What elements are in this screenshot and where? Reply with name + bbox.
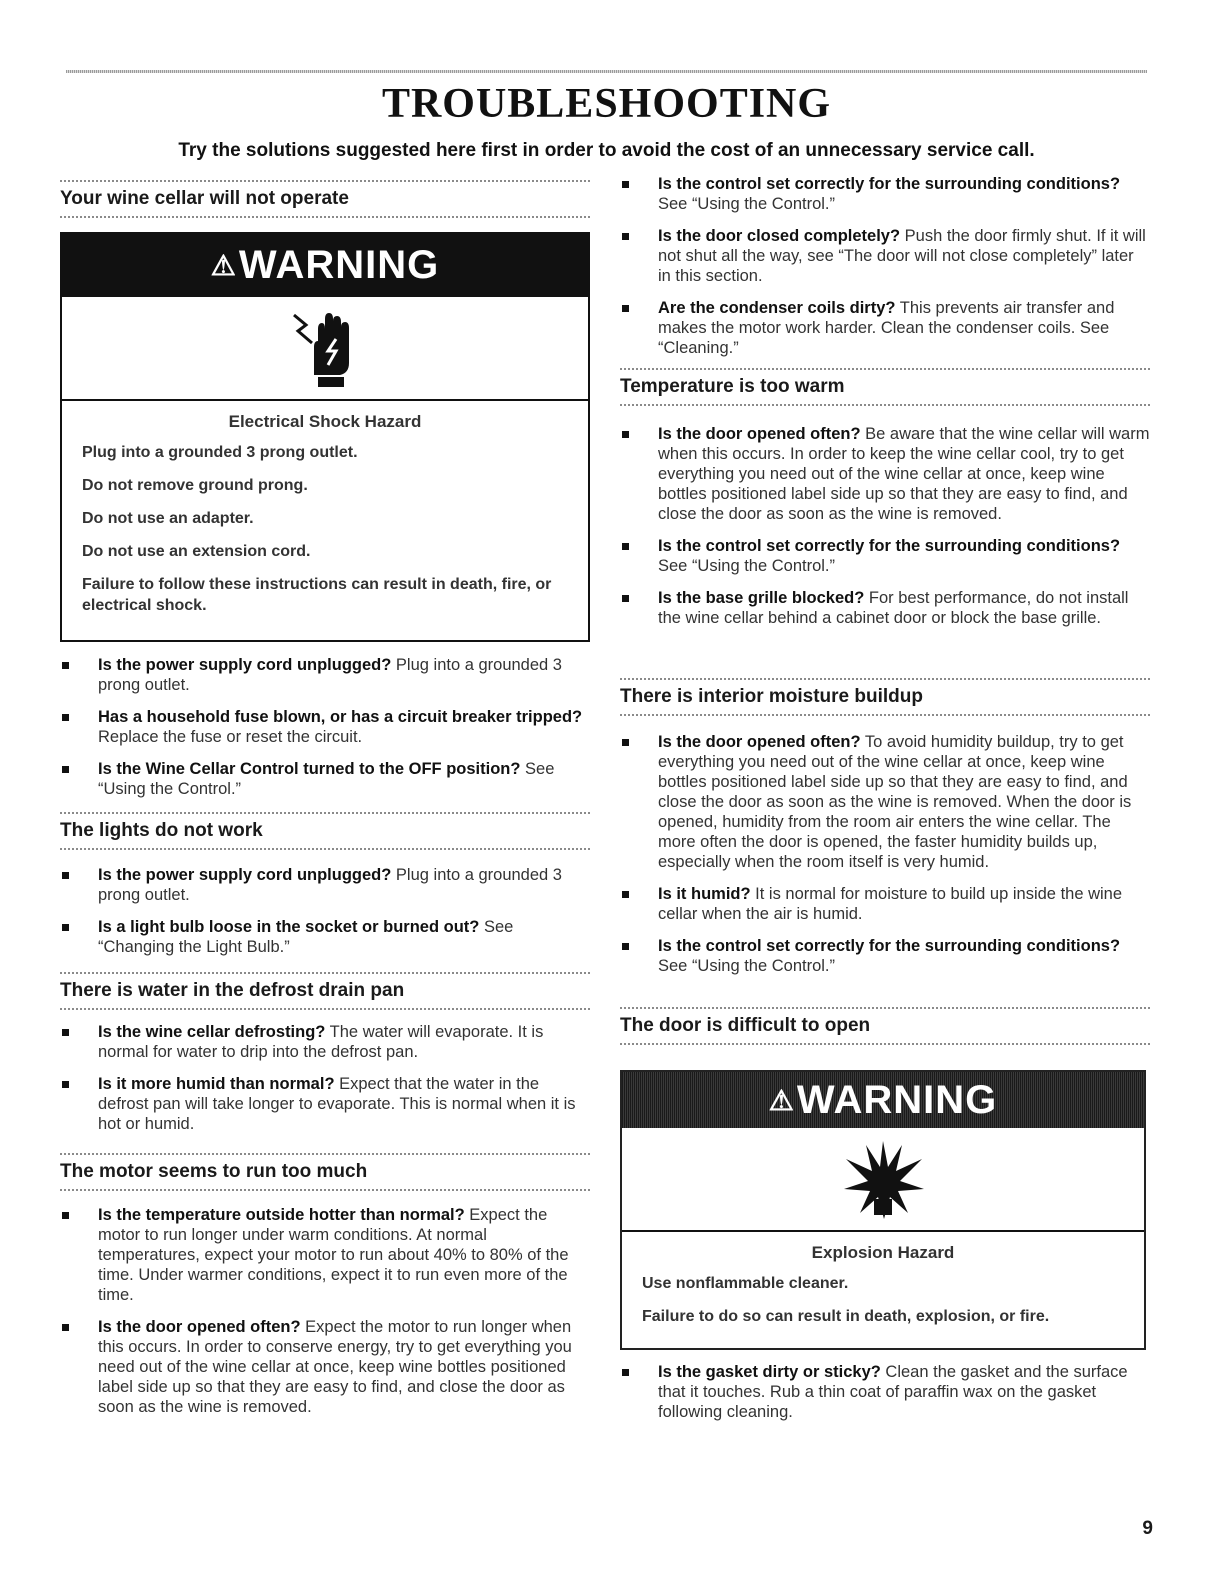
list-item: Has a household fuse blown, or has a circuit breaker tripped? Replace the fuse or reset the circuit.: [60, 707, 590, 747]
section-not-operate: [60, 180, 590, 218]
warning-line: Do not remove ground prong.: [82, 477, 308, 494]
section-heading-bar: [60, 812, 590, 850]
lights-list: [60, 865, 590, 969]
section-lights: [60, 812, 590, 850]
electrical-shock-icon: [62, 297, 588, 401]
section-heading: There is interior moisture buildup: [620, 686, 923, 707]
motor-list: [60, 1205, 590, 1429]
list-item: Is the door opened often? To avoid humidity buildup, try to get everything you need out of the wine cellar at once, keep wine bottles positioned label side up so that they are easy to find, and close the door as soon as the wine is removed. When the door is opened, humidity from the room air enters the wine cellar. The more often the door is opened, the faster humidity builds up, especially when the room itself is very humid.: [620, 732, 1150, 872]
section-heading: Temperature is too warm: [620, 376, 845, 397]
section-warm: [620, 368, 1150, 406]
list-item: Is the power supply cord unplugged? Plug into a grounded 3 prong outlet.: [60, 655, 590, 695]
warning-label: WARNING: [238, 243, 440, 287]
page-title: TROUBLESHOOTING: [381, 81, 832, 127]
section-heading-bar: [620, 678, 1150, 716]
list-item: Is the base grille blocked? For best performance, do not install the wine cellar behind a cabinet door or block the base grille.: [620, 588, 1150, 628]
list-item: Is the gasket dirty or sticky? Clean the gasket and the surface that it touches. Rub a thin coat of paraffin wax on the gasket following cleaning.: [620, 1362, 1150, 1422]
hazard-title: Electrical Shock Hazard: [228, 412, 422, 431]
section-moisture: [620, 678, 1150, 716]
hazard-title: Explosion Hazard: [811, 1243, 955, 1262]
warning-line: Do not use an extension cord.: [82, 543, 311, 560]
section-heading-bar: [60, 1153, 590, 1191]
warm-list: [620, 424, 1150, 640]
warning-line: Do not use an adapter.: [82, 510, 254, 527]
section-heading: Your wine cellar will not operate: [60, 188, 349, 209]
section-heading-bar: [620, 368, 1150, 406]
top-divider: [66, 70, 1147, 73]
warning-line: Use nonflammable cleaner.: [642, 1275, 849, 1292]
motor-cont-list: [620, 174, 1150, 370]
page-number: 9: [1142, 1518, 1153, 1539]
list-item: Is the door opened often? Be aware that the wine cellar will warm when this occurs. In order to keep the wine cellar cool, try to get everything you need out of the wine cellar at once, keep wine bottles positioned label side up so that they are easy to find, and close the door as soon as the wine is removed.: [620, 424, 1150, 524]
warning-triangle-icon: ⚠: [768, 1085, 795, 1116]
electrical-warning-box: [60, 232, 590, 642]
page-subtitle: Try the solutions suggested here first in order to avoid the cost of an unnecessary service call.: [178, 140, 1035, 161]
list-item: Is the door opened often? Expect the motor to run longer when this occurs. In order to conserve energy, try to get everything you need out of the wine cellar at once, keep wine bottles positioned label side up so that they are easy to find, and close the door as soon as the wine is removed.: [60, 1317, 590, 1417]
section-motor: [60, 1153, 590, 1191]
moisture-list: [620, 732, 1150, 988]
list-item: Is the control set correctly for the surrounding conditions? See “Using the Control.”: [620, 536, 1150, 576]
warning-triangle-icon: ⚠: [210, 250, 237, 281]
warning-line: Plug into a grounded 3 prong outlet.: [82, 444, 358, 461]
list-item: Is a light bulb loose in the socket or burned out? See “Changing the Light Bulb.”: [60, 917, 590, 957]
section-water: [60, 972, 590, 1010]
list-item: Is it humid? It is normal for moisture to build up inside the wine cellar when the air is humid.: [620, 884, 1150, 924]
section-heading-bar: [620, 1007, 1150, 1045]
warning-body: [622, 1232, 1144, 1327]
section-heading: The lights do not work: [60, 820, 263, 841]
list-item: Is the Wine Cellar Control turned to the OFF position? See “Using the Control.”: [60, 759, 590, 799]
warning-banner: [622, 1072, 1144, 1128]
list-item: Is it more humid than normal? Expect that the water in the defrost pan will take longer to evaporate. This is normal when it is hot or humid.: [60, 1074, 590, 1134]
list-item: Is the temperature outside hotter than normal? Expect the motor to run longer under warm conditions. At normal temperatures, expect your motor to run about 40% to 80% of the time. Under warmer conditions, expect it to run even more of the time.: [60, 1205, 590, 1305]
section-door: [620, 1007, 1150, 1045]
explosion-icon: [622, 1128, 1144, 1232]
warning-banner: [62, 234, 588, 297]
warning-body: [62, 401, 588, 616]
section-heading: The motor seems to run too much: [60, 1161, 368, 1182]
list-item: Is the control set correctly for the surrounding conditions? See “Using the Control.”: [620, 936, 1150, 976]
section-heading-bar: [60, 180, 590, 218]
list-item: Is the wine cellar defrosting? The water will evaporate. It is normal for water to drip into the defrost pan.: [60, 1022, 590, 1062]
list-item: Is the control set correctly for the surrounding conditions? See “Using the Control.”: [620, 174, 1150, 214]
explosion-warning-box: [620, 1070, 1146, 1350]
not-operate-list: [60, 655, 590, 811]
warning-label: WARNING: [796, 1078, 998, 1122]
water-list: [60, 1022, 590, 1146]
section-heading-bar: [60, 972, 590, 1010]
warning-line: Failure to follow these instructions can result in death, fire, or electrical shock.: [82, 576, 552, 614]
warning-line: Failure to do so can result in death, explosion, or fire.: [642, 1308, 1050, 1325]
section-heading: There is water in the defrost drain pan: [60, 980, 405, 1001]
door-list: [620, 1362, 1150, 1434]
list-item: Are the condenser coils dirty? This prevents air transfer and makes the motor work harder. Clean the condenser coils. See “Cleaning.”: [620, 298, 1150, 358]
section-heading: The door is difficult to open: [620, 1015, 871, 1036]
list-item: Is the power supply cord unplugged? Plug into a grounded 3 prong outlet.: [60, 865, 590, 905]
list-item: Is the door closed completely? Push the door firmly shut. If it will not shut all the way, see “The door will not close completely” later in this section.: [620, 226, 1150, 286]
